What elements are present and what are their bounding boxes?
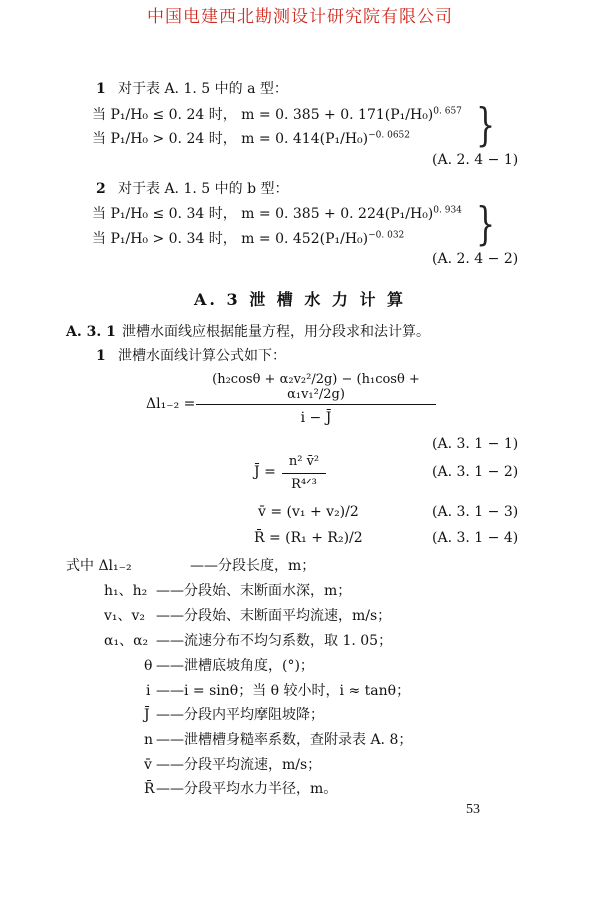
item-text: 对于表 A. 1. 5 中的 b 型： (118, 181, 289, 197)
where-symbol: v₁、v₂ (104, 608, 146, 624)
item-number: 1 (96, 81, 106, 97)
formula-line: R̄ = (R₁ + R₂)/2 (254, 530, 363, 546)
equation-line (92, 203, 462, 223)
equation-line (92, 104, 462, 124)
where-description: ——泄槽槽身糙率系数，查附录表 A. 8； (156, 732, 413, 748)
equation-number: (A. 3. 1 − 3) (432, 504, 519, 520)
equation-text: 当 P₁/H₀ ≤ 0. 34 时， m = 0. 385 + 0. 224(P₁/H₀) (92, 206, 434, 222)
clause-text: 泄槽水面线应根据能量方程，用分段求和法计算。 (122, 324, 430, 340)
where-symbol: α₁、α₂ (104, 633, 149, 649)
right-brace: } (476, 198, 496, 251)
equation-number: (A. 3. 1 − 4) (432, 530, 519, 546)
equation-text: 当 P₁/H₀ > 0. 24 时， m = 0. 414(P₁/H₀) (92, 131, 369, 147)
equation-text: 当 P₁/H₀ > 0. 34 时， m = 0. 452(P₁/H₀) (92, 231, 369, 247)
exponent: 0. 657 (433, 106, 462, 117)
where-description: ——分段长度，m； (190, 558, 316, 574)
where-description: ——流速分布不均匀系数，取 1. 05； (156, 633, 393, 649)
equation-number: (A. 2. 4 − 2) (432, 251, 519, 267)
where-symbol: 式中 Δl₁₋₂ (66, 558, 132, 574)
where-symbol: J̄ (144, 707, 150, 723)
sub-item-text: 泄槽水面线计算公式如下： (118, 348, 286, 364)
where-description: ——分段平均水力半径，m。 (156, 781, 338, 797)
where-symbol: n (144, 732, 154, 748)
where-description: ——i = sinθ；当 θ 较小时，i ≈ tanθ； (156, 683, 411, 699)
formula-denominator: R⁴ᐟ³ (291, 477, 317, 492)
formula-numerator: n² v̄² (288, 454, 320, 469)
where-description: ——分段始、末断面平均流速，m/s； (156, 608, 392, 624)
right-brace: } (476, 99, 496, 152)
where-symbol: h₁、h₂ (104, 583, 148, 599)
exponent: 0. 934 (433, 205, 462, 216)
header-banner: 中国电建西北勘测设计研究院有限公司 (147, 7, 453, 27)
item-number: 2 (96, 181, 106, 197)
formula-line: v̄ = (v₁ + v₂)/2 (258, 504, 359, 520)
exponent: −0. 0652 (368, 130, 411, 141)
where-description: ——分段平均流速，m/s； (156, 757, 322, 773)
formula-lhs: J̄ = (254, 464, 276, 480)
equation-number: (A. 3. 1 − 2) (432, 464, 519, 480)
formula-numerator: (h₂cosθ + α₂v₂²/2g) − (h₁cosθ + α₁v₁²/2g) (212, 372, 420, 402)
sub-item-number: 1 (96, 348, 106, 364)
equation-line (92, 128, 410, 148)
where-symbol: i (146, 683, 151, 699)
equation-line (92, 228, 404, 248)
formula-denominator: i − J̄ (300, 410, 332, 426)
where-description: ——分段始、末断面水深，m； (156, 583, 352, 599)
fraction-bar (196, 404, 436, 405)
item-text: 对于表 A. 1. 5 中的 a 型： (118, 81, 288, 97)
equation-text: 当 P₁/H₀ ≤ 0. 24 时， m = 0. 385 + 0. 171(P₁/H₀) (92, 107, 434, 123)
fraction-bar (282, 473, 326, 474)
where-description: ——分段内平均摩阻坡降； (156, 707, 324, 723)
where-symbol: v̄ (144, 757, 152, 773)
where-symbol: R̄ (144, 781, 155, 797)
equation-number: (A. 3. 1 − 1) (432, 436, 519, 452)
page-number: 53 (466, 802, 480, 817)
clause-number: A. 3. 1 (66, 324, 116, 340)
formula-lhs: Δl₁₋₂ = (146, 396, 196, 412)
equation-number: (A. 2. 4 − 1) (432, 152, 519, 168)
where-symbol: θ (144, 658, 153, 674)
where-description: ——泄槽底坡角度，(°)； (156, 658, 314, 674)
section-heading: A. 3 泄 槽 水 力 计 算 (193, 290, 407, 309)
exponent: −0. 032 (368, 230, 405, 241)
